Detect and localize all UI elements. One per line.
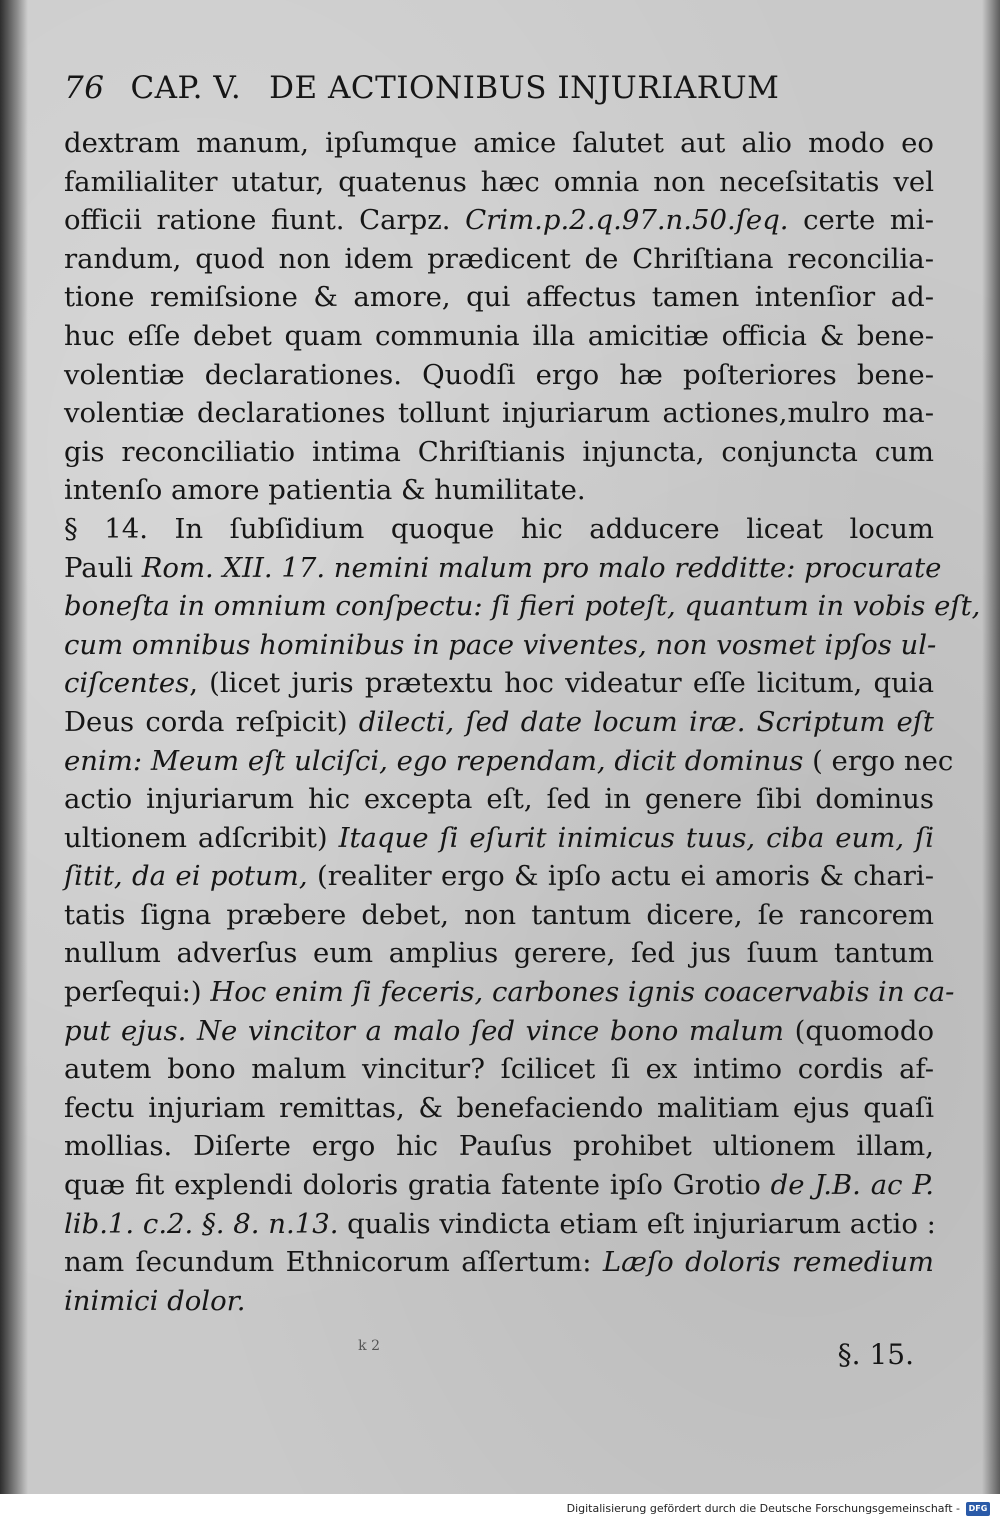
text-line — [64, 973, 955, 1012]
text-segment: gis reconciliatio intima Chriſtianis injuncta, conjuncta cum — [64, 435, 934, 468]
text-segment: volentiæ declarationes tollunt injuriarum actiones,mulro ma- — [64, 397, 934, 430]
text-line — [64, 356, 934, 395]
text-line — [64, 278, 934, 317]
signature-mark: k 2 — [358, 1338, 380, 1354]
italic-segment: put ejus. Ne vincitor a malo ſed vince bono malum — [64, 1014, 784, 1047]
text-segment: ultionem adſcribit) — [64, 821, 339, 854]
italic-segment: ciſcentes — [64, 667, 190, 700]
text-line — [64, 1166, 934, 1205]
italic-segment: Crim.p.2.q.97.n.50.ſeq. — [465, 204, 789, 237]
text-line — [64, 703, 934, 742]
dfg-logo-icon: DFG — [966, 1502, 990, 1516]
text-segment: randum, quod non idem prædicent de Chriſtiana reconcilia- — [64, 242, 934, 275]
text-line — [64, 124, 934, 163]
text-line — [64, 1050, 934, 1089]
text-segment: intenſo amore patientia & humilitate. — [64, 474, 586, 507]
text-line — [64, 1012, 934, 1051]
text-line — [64, 1089, 934, 1128]
text-line — [64, 896, 934, 935]
italic-segment: lib.1. c.2. §. 8. n.13. — [64, 1207, 339, 1240]
chapter-label: CAP. V. — [130, 70, 242, 106]
text-segment: perſequi:) — [64, 976, 211, 1009]
text-segment: officii ratione fiunt. Carpz. — [64, 204, 466, 237]
italic-segment: enim: Meum eſt ulciſci, ego rependam, dicit dominus — [64, 744, 804, 777]
italic-segment: Rom. XII. 17. nemini malum pro malo redditte: procurate — [141, 551, 942, 584]
text-segment: familialiter utatur, quatenus hæc omnia non neceſsitatis vel — [64, 165, 934, 198]
text-segment: § 14. In ſubſidium quoque hic adducere liceat locum — [64, 512, 934, 545]
text-segment: (realiter ergo & ipſo actu ei amoris & chari- — [307, 860, 934, 893]
running-header — [64, 70, 934, 124]
text-line — [64, 433, 934, 472]
text-line — [64, 857, 934, 896]
text-line — [64, 240, 934, 279]
text-segment: dextram manum, ipſumque amice ſalutet aut alio modo eo — [64, 127, 934, 159]
text-segment: actio injuriarum hic excepta eſt, ſed in genere ſibi dominus — [64, 783, 934, 816]
text-line — [64, 317, 934, 356]
text-line — [64, 819, 934, 858]
text-segment: autem bono malum vincitur? ſcilicet ſi ex intimo cordis af- — [64, 1053, 934, 1086]
text-line — [64, 163, 934, 202]
italic-segment: boneſta in omnium conſpectu: ſi fieri poteſt, quantum in vobis eſt, — [64, 590, 981, 623]
text-line — [64, 626, 937, 665]
footer-bar — [0, 1494, 1000, 1523]
italic-segment: Læſo doloris remedium — [602, 1246, 934, 1279]
page-number: 76 — [64, 70, 105, 106]
text-line — [64, 780, 934, 819]
text-segment: Pauli — [64, 551, 142, 584]
text-line — [64, 1205, 934, 1244]
text-segment: tione remiſsione & amore, qui affectus tamen intenſior ad- — [64, 281, 934, 314]
text-segment: huc eſſe debet quam communia illa amicitiæ officia & bene- — [64, 319, 934, 352]
page-body — [64, 70, 981, 1320]
text-line — [64, 471, 934, 510]
text-line — [64, 201, 934, 240]
italic-segment: Hoc enim ſi feceris, carbones ignis coacervabis in ca- — [210, 976, 955, 1009]
text-line — [64, 1127, 934, 1166]
catchword: §. 15. — [837, 1338, 914, 1371]
text-line — [64, 394, 934, 433]
text-line — [64, 1282, 934, 1321]
italic-segment: Itaque ſi eſurit inimicus tuus, ciba eum, ſi — [338, 821, 935, 854]
text-segment: quæ fit explendi doloris gratia fatente ipſo Grotio — [64, 1169, 771, 1202]
text-segment: ( ergo nec — [803, 744, 954, 777]
italic-segment: ſitit, da ei potum, — [64, 860, 308, 893]
text-segment: Deus corda reſpicit) — [64, 705, 359, 738]
text-segment: tatis ſigna præbere debet, non tantum dicere, ſe rancorem — [64, 898, 934, 931]
text-block — [64, 124, 981, 1320]
text-line — [64, 664, 934, 703]
text-line — [64, 1243, 934, 1282]
text-segment: , (licet juris prætextu hoc videatur eſſe licitum, quia — [189, 667, 934, 700]
italic-segment: dilecti, ſed date locum iræ. Scriptum eſt — [358, 705, 934, 738]
text-segment: qualis vindicta etiam eſt injuriarum actio : — [338, 1207, 936, 1240]
text-line — [64, 510, 934, 549]
italic-segment: cum omnibus hominibus in pace viventes, non vosmet ipſos ul- — [64, 628, 937, 661]
text-segment: certe mi- — [788, 204, 935, 237]
text-segment: fectu injuriam remittas, & benefaciendo malitiam ejus quaſi — [64, 1091, 934, 1124]
italic-segment: de J.B. ac P. — [770, 1169, 934, 1202]
text-segment: nam ſecundum Ethnicorum aſſertum: — [64, 1246, 603, 1279]
text-line — [64, 587, 981, 626]
text-segment: volentiæ declarationes. Quodſi ergo hæ poſteriores bene- — [64, 358, 934, 391]
text-segment: mollias. Diſerte ergo hic Pauſus prohibet ultionem illam, — [64, 1130, 934, 1163]
text-line — [64, 742, 954, 781]
italic-segment: inimici dolor. — [64, 1284, 246, 1317]
text-segment: nullum adverſus eum amplius gerere, ſed jus ſuum tantum — [64, 937, 934, 970]
text-line — [64, 934, 934, 973]
text-line — [64, 549, 942, 588]
chapter-title: DE ACTIONIBUS INJURIARUM — [269, 70, 780, 106]
footer-funding-text: Digitalisierung gefördert durch die Deutsche Forschungsgemeinschaft - — [566, 1502, 960, 1515]
text-segment: (quomodo — [784, 1014, 934, 1047]
